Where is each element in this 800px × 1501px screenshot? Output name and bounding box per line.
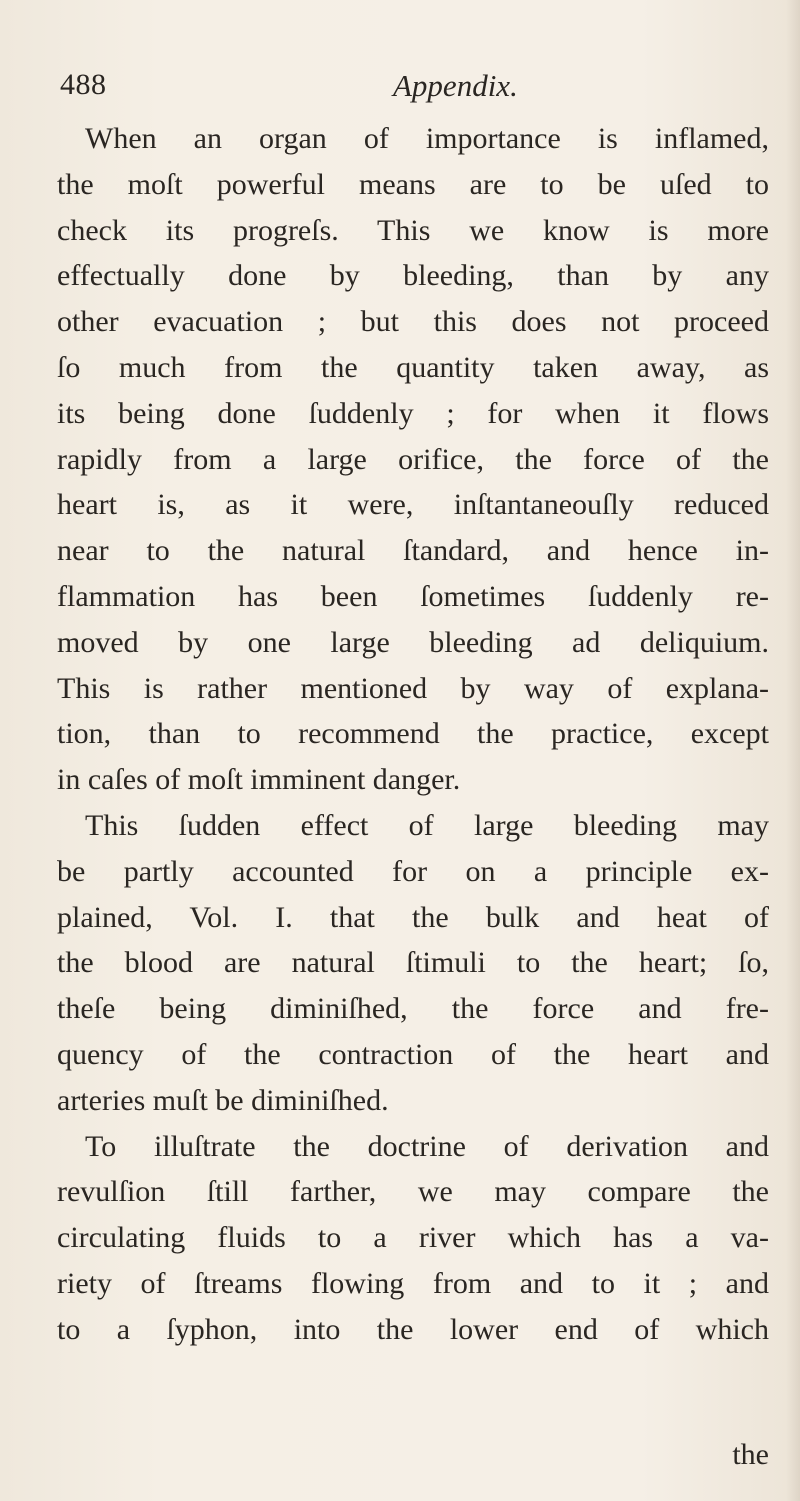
text-line: riety of ſtreams flowing from and to it ; and	[57, 1266, 769, 1300]
text-line: plained, Vol. I. that the bulk and heat of	[57, 900, 769, 934]
text-line: revulſion ſtill farther, we may compare the	[57, 1175, 769, 1209]
text-line: in caſes of moſt imminent danger.	[57, 763, 461, 797]
text-line: heart is, as it were, inſtantaneouſly reduced	[57, 488, 769, 522]
text-line: To illuſtrate the doctrine of derivation and	[85, 1129, 769, 1163]
text-line: flammation has been ſometimes ſuddenly re-	[57, 579, 769, 613]
text-line: tion, than to recommend the practice, except	[57, 717, 769, 751]
text-line: theſe being diminiſhed, the force and fre-	[57, 992, 769, 1026]
text-line: the moſt powerful means are to be uſed to	[57, 167, 769, 201]
text-line: the blood are natural ſtimuli to the heart; ſo,	[57, 946, 769, 980]
text-line: arteries muſt be diminiſhed.	[57, 1083, 389, 1117]
body-text	[57, 116, 769, 1471]
text-line: check its progreſs. This we know is more	[57, 213, 769, 247]
text-line: quency of the contraction of the heart and	[57, 1037, 769, 1071]
catchword: the	[732, 1438, 769, 1471]
text-line: effectually done by bleeding, than by any	[57, 259, 769, 293]
text-line: This is rather mentioned by way of explana-	[57, 671, 769, 705]
text-line: moved by one large bleeding ad deliquium.	[57, 625, 769, 659]
text-line: be partly accounted for on a principle ex-	[57, 854, 769, 888]
running-head: Appendix.	[393, 68, 518, 103]
page-header	[60, 68, 760, 108]
text-line: other evacuation ; but this does not proceed	[57, 305, 769, 339]
text-line: near to the natural ſtandard, and hence in-	[57, 534, 769, 568]
page-edge-shadow	[786, 0, 800, 1501]
text-line: When an organ of importance is inflamed,	[85, 122, 769, 155]
text-line: This ſudden effect of large bleeding may	[85, 808, 769, 842]
text-line: its being done ſuddenly ; for when it flows	[57, 396, 769, 430]
text-line: rapidly from a large orifice, the force of the	[57, 442, 769, 476]
text-line: to a ſyphon, into the lower end of which	[57, 1312, 769, 1346]
text-line: circulating fluids to a river which has a va-	[57, 1221, 769, 1255]
text-line: ſo much from the quantity taken away, as	[57, 350, 769, 384]
page-number: 488	[60, 68, 107, 101]
